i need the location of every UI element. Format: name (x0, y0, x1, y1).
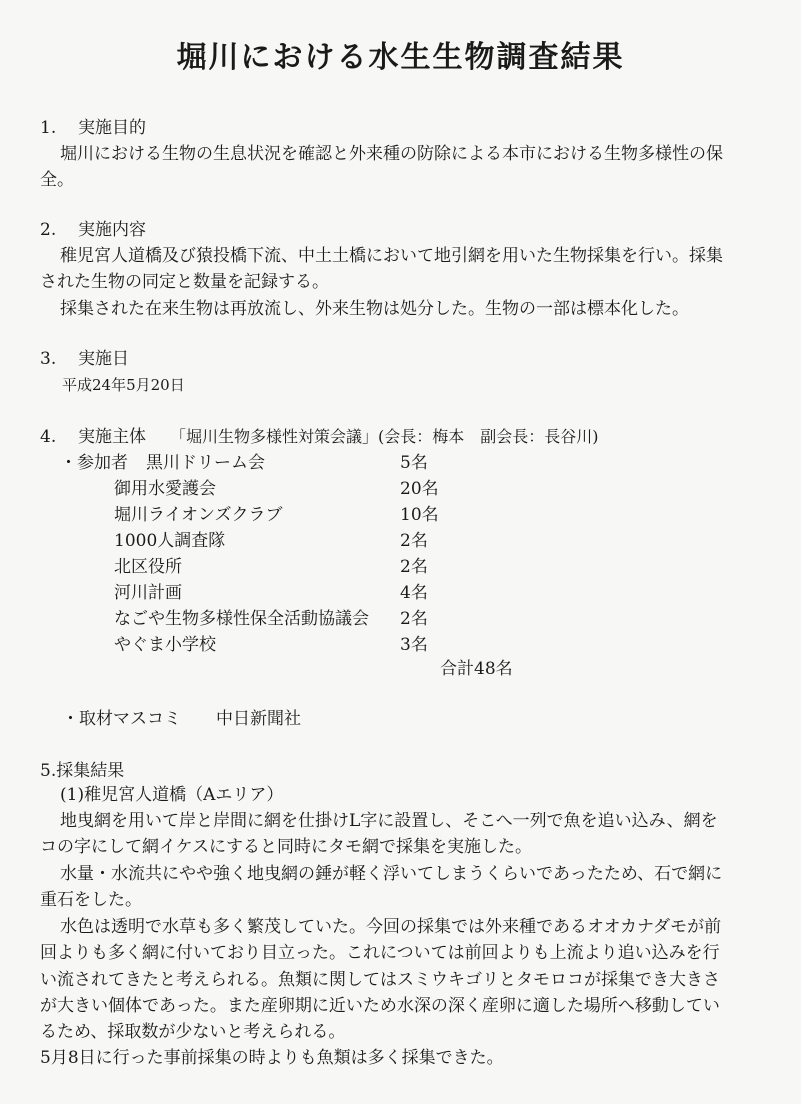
section-1-line-2: 全。 (40, 170, 74, 190)
section-5-p2-line-2: 重石をした。 (40, 890, 142, 910)
section-5-subheading: (1)稚児宮人道橋（Aエリア） (60, 785, 284, 805)
section-4-number: 4. (40, 427, 57, 447)
participant-name: 河川計画 (114, 583, 182, 603)
section-5-p3-line-1: 水色は透明で水草も多く繁茂していた。今回の採集では外来種であるオオカナダモが前 (60, 917, 722, 937)
section-3-date: 平成24年5月20日 (62, 376, 185, 394)
section-3-title: 実施日 (78, 349, 129, 369)
section-2-heading (40, 217, 146, 243)
participant-count: 5名 (400, 453, 428, 473)
participants-label: ・参加者 (60, 453, 128, 473)
section-3-heading (40, 346, 129, 372)
section-2-line-1: 稚児宮人道橋及び猿投橋下流、中土土橋において地引網を用いた生物採集を行い。採集 (60, 246, 723, 266)
section-5-p1-line-1: 地曳網を用いて岸と岸間に網を仕掛けL字に設置し、そこへ一列で魚を追い込み、網を (60, 811, 718, 831)
section-1-number: 1. (40, 118, 57, 138)
section-5-p2-line-1: 水量・水流共にやや強く地曳網の錘が軽く浮いてしまうくらいであったため、石で網に (60, 864, 723, 884)
participants-total: 合計48名 (440, 659, 513, 679)
participant-name: 堀川ライオンズクラブ (114, 505, 283, 525)
participant-name: 御用水愛護会 (114, 479, 216, 499)
participant-count: 4名 (400, 583, 428, 603)
participant-name: 黒川ドリーム会 (146, 453, 265, 473)
section-2-title: 実施内容 (78, 220, 146, 240)
section-5-heading: 5.採集結果 (40, 761, 125, 781)
press-name: 中日新聞社 (216, 709, 301, 729)
section-5-p1-line-2: コの字にして網イケスにすると同時にタモ網で採集を実施した。 (40, 837, 532, 857)
section-5-p3-line-3: い流されてきたと考えられる。魚類に関してはスミウキゴリとタモロコが採集でき大きさ (40, 970, 720, 990)
section-2-line-2: された生物の同定と数量を記録する。 (40, 272, 329, 292)
section-1-title: 実施目的 (78, 118, 146, 138)
participant-name: なごや生物多様性保全活動協議会 (114, 609, 369, 629)
participant-count: 20名 (400, 479, 439, 499)
participant-name: 1000人調査隊 (114, 531, 226, 551)
participant-count: 2名 (400, 557, 428, 577)
participant-name: やぐま小学校 (114, 635, 216, 655)
participant-name: 北区役所 (114, 557, 182, 577)
section-5-p4: 5月8日に行った事前採集の時よりも魚類は多く採集できた。 (40, 1048, 504, 1068)
section-4-title: 実施主体 (78, 427, 146, 447)
participant-count: 10名 (400, 505, 439, 525)
participant-count: 3名 (400, 635, 428, 655)
page-title: 堀川における水生生物調査結果 (176, 40, 625, 75)
section-4-heading (40, 424, 146, 450)
participant-count: 2名 (400, 609, 428, 629)
section-5-p3-line-4: が大きい個体であった。また産卵期に近いため水深の深く産卵に適した場所へ移動してい (40, 996, 720, 1016)
section-4-organizer: 「堀川生物多様性対策会議」(会長：梅本 副会長：長谷川) (170, 427, 599, 446)
section-3-number: 3. (40, 349, 57, 369)
participant-count: 2名 (400, 531, 428, 551)
press-label: ・取材マスコミ (62, 709, 181, 729)
section-5-p3-line-2: 回よりも多く網に付いており目立った。これについては前回よりも上流より追い込みを行 (40, 943, 720, 963)
section-1-line-1: 堀川における生物の生息状況を確認と外来種の防除による本市における生物多様性の保 (60, 144, 723, 164)
section-2-line-3: 採集された在来生物は再放流し、外来生物は処分した。生物の一部は標本化した。 (60, 299, 689, 319)
section-5-p3-line-5: るため、採取数が少ないと考えられる。 (40, 1022, 346, 1042)
section-1-heading (40, 115, 146, 141)
section-2-number: 2. (40, 220, 57, 240)
